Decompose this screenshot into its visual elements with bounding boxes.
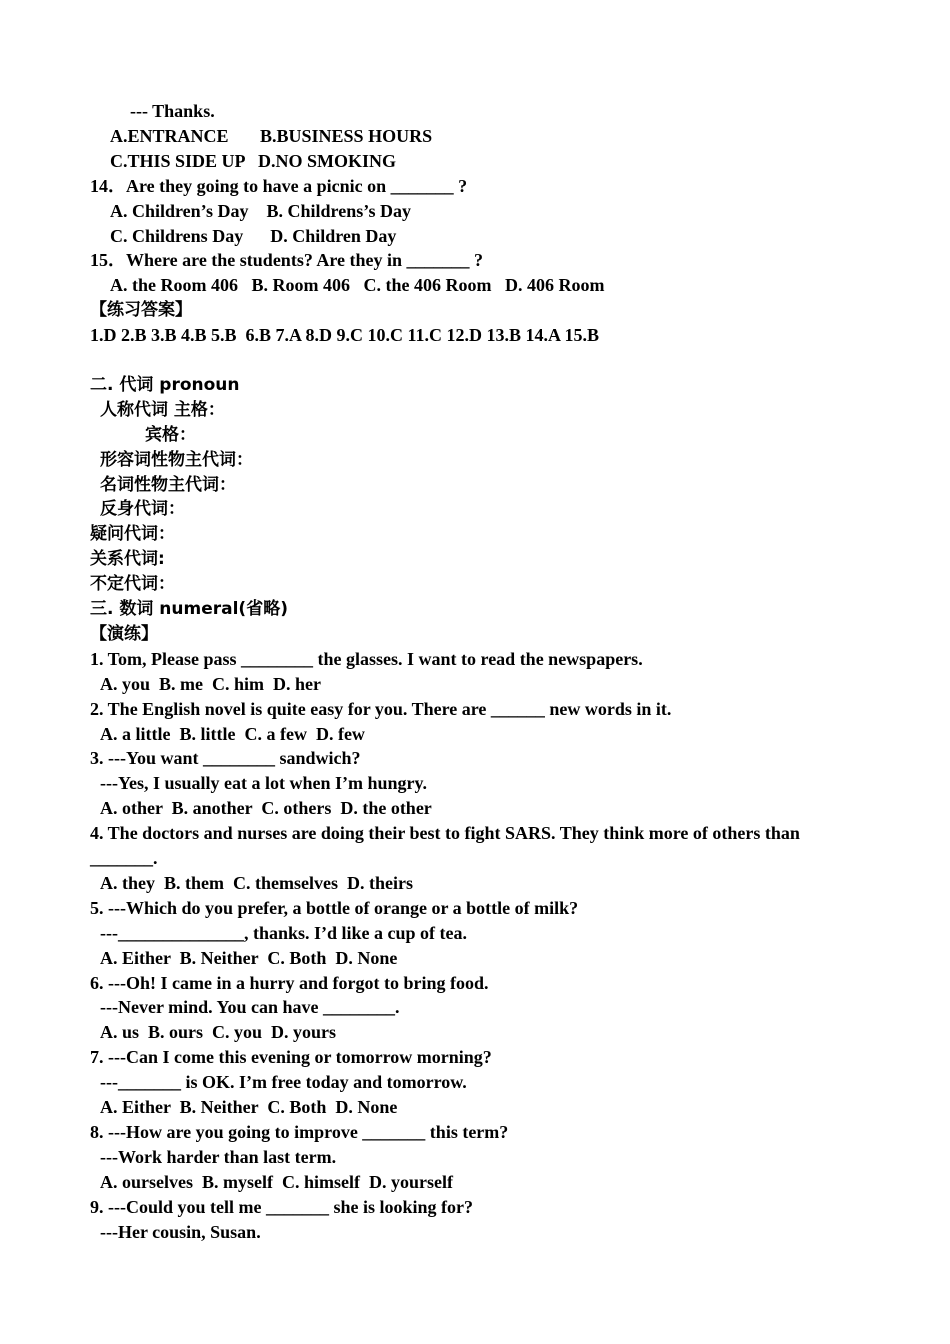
text-line: ---_______ is OK. I’m free today and tomorrow. [100, 1072, 467, 1093]
text-line: 三. 数词 numeral(省略) [90, 599, 288, 619]
text-line: 反身代词： [100, 499, 185, 520]
text-line: 宾格： [145, 424, 196, 445]
text-line: ---Work harder than last term. [100, 1146, 337, 1167]
text-line: 【演练】 [90, 623, 158, 644]
text-line: A. the Room 406 B. Room 406 C. the 406 Room D. 406 Room [110, 275, 605, 296]
text-line: A. other B. another C. others D. the other [100, 798, 432, 819]
text-line: A.ENTRANCE B.BUSINESS HOURS [110, 125, 433, 146]
text-line: 5. ---Which do you prefer, a bottle of orange or a bottle of milk? [90, 897, 579, 918]
text-line: A. Either B. Neither C. Both D. None [100, 1097, 398, 1117]
text-line: 二. 代词 pronoun [90, 374, 240, 395]
text-line: 3. ---You want ________ sandwich? [90, 748, 361, 769]
text-line: 不定代词： [90, 574, 175, 595]
text-line: 名词性物主代词： [100, 474, 236, 495]
text-line: 形容词性物主代词： [100, 449, 253, 470]
text-line: 1.D 2.B 3.B 4.B 5.B 6.B 7.A 8.D 9.C 10.C 11.C 12.D 13.B 14.A 15.B [90, 325, 600, 346]
text-line: C. Childrens Day D. Children Day [110, 225, 397, 246]
text-line: 【练习答案】 [90, 300, 192, 321]
text-line: A. you B. me C. him D. her [100, 673, 321, 694]
text-line: ---______________, thanks. I’d like a cup of tea. [100, 922, 468, 943]
text-line: A. Children’s Day B. Childrens’s Day [110, 200, 412, 221]
text-line: _______. [90, 848, 158, 868]
text-line: --- Thanks. [130, 101, 215, 121]
text-line: 6. ---Oh! I came in a hurry and forgot to bring food. [90, 972, 489, 993]
text-line: ---Yes, I usually eat a lot when I’m hungry. [100, 773, 428, 794]
text-line: A. ourselves B. myself C. himself D. yourself [100, 1171, 453, 1192]
text-line: A. us B. ours C. you D. yours [100, 1022, 337, 1043]
text-line: C.THIS SIDE UP D.NO SMOKING [110, 150, 397, 171]
text-line: 2. The English novel is quite easy for you. There are ______ new words in it. [90, 698, 672, 719]
text-line: 15．Where are the students? Are they in _______ ? [90, 250, 483, 271]
text-line: 7. ---Can I come this evening or tomorrow morning? [90, 1047, 492, 1068]
text-line: 疑问代词： [90, 524, 175, 545]
text-line: 人称代词 主格： [100, 399, 225, 420]
text-line: 关系代词: [90, 549, 165, 570]
text-line: A. Either B. Neither C. Both D. None [100, 947, 398, 968]
text-line: ---Never mind. You can have ________. [100, 997, 400, 1018]
text-line: A. a little B. little C. a few D. few [100, 723, 365, 744]
text-line: 4. The doctors and nurses are doing their best to fight SARS. They think more of others than [90, 823, 800, 844]
text-line: 14．Are they going to have a picnic on _______ ? [90, 175, 468, 196]
text-line: 9. ---Could you tell me _______ she is looking for? [90, 1196, 474, 1217]
text-line: 1. Tom, Please pass ________ the glasses. I want to read the newspapers. [90, 648, 643, 669]
text-line: A. they B. them C. themselves D. theirs [100, 872, 413, 893]
text-line: ---Her cousin, Susan. [100, 1221, 261, 1242]
text-line: 8. ---How are you going to improve _______ this term? [90, 1121, 509, 1142]
